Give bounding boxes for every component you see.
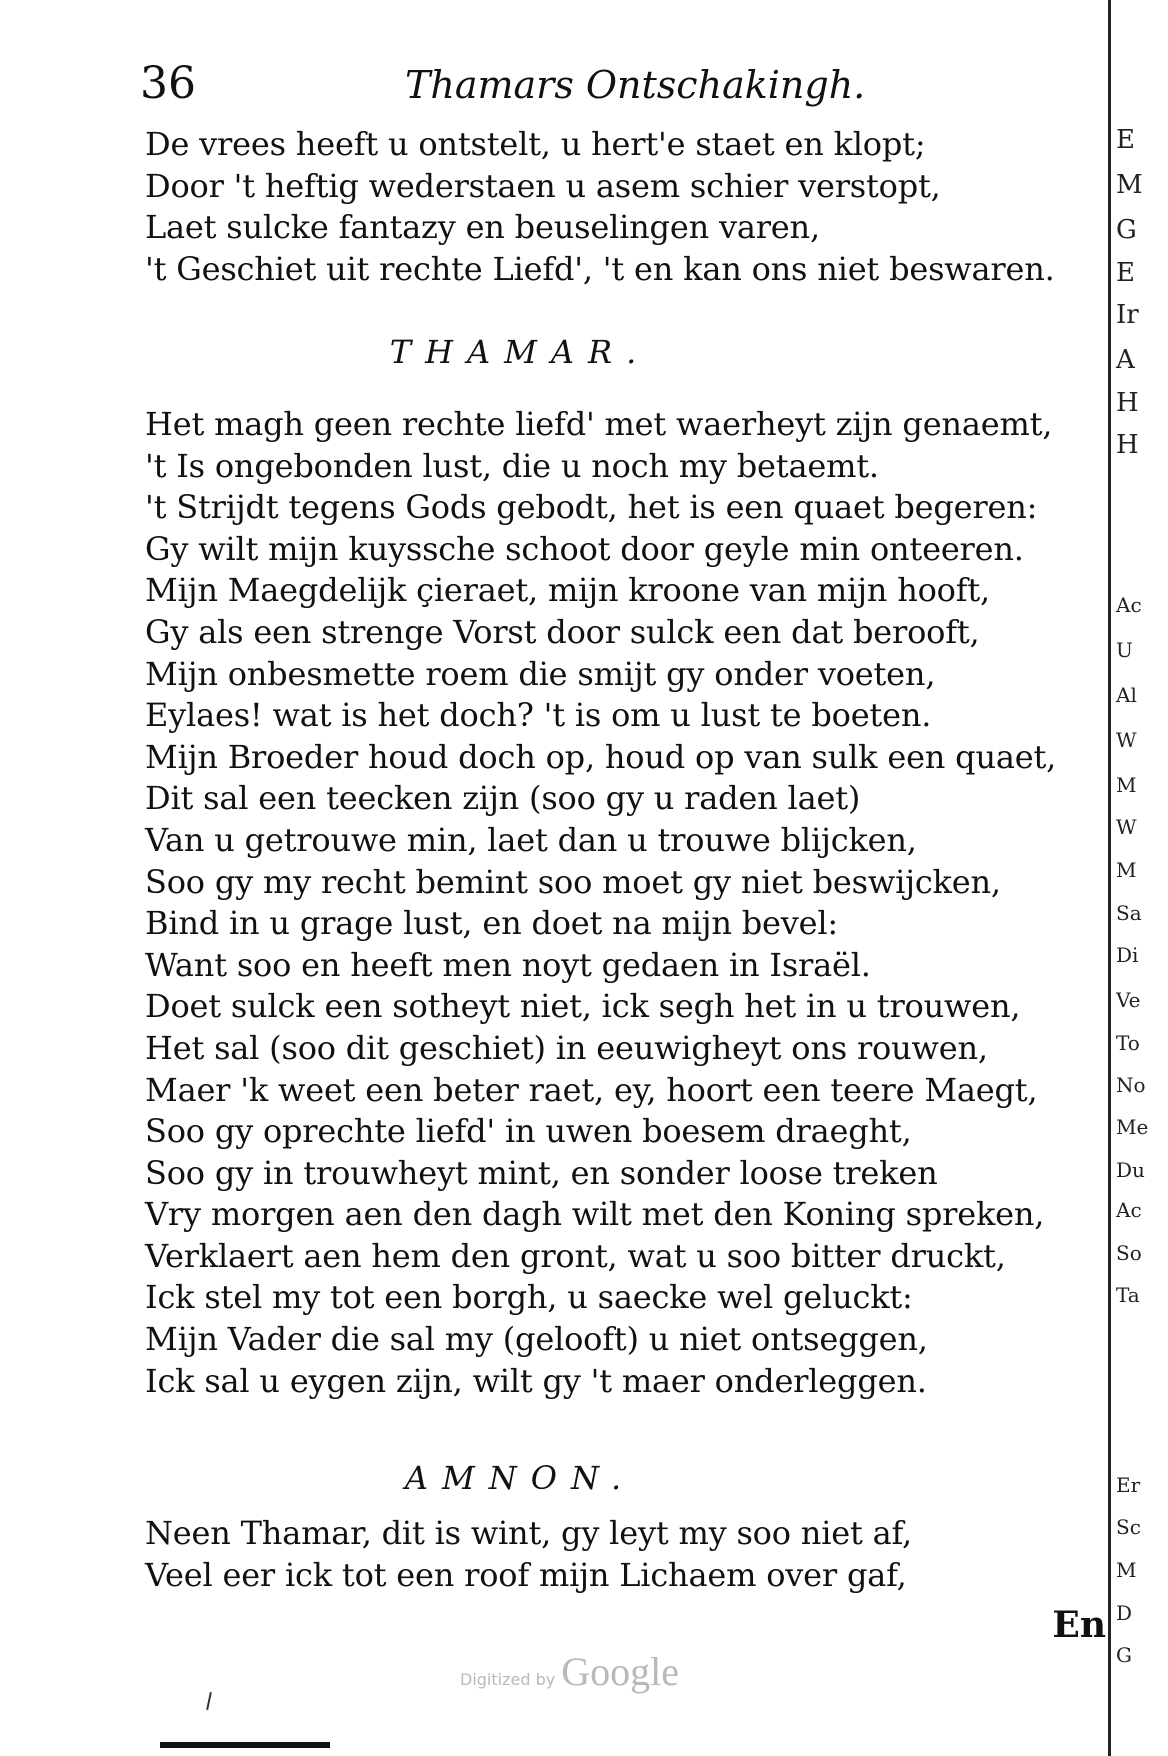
verse-line: Gy als een strenge Vorst door sulck een dat berooft,	[145, 612, 980, 651]
bottom-ink-rule	[160, 1742, 330, 1748]
ink-mark	[206, 1692, 212, 1710]
page-number: 36	[140, 58, 196, 109]
verse-line: Laet sulcke fantazy en beuselingen varen,	[145, 208, 820, 247]
facing-page-fragment: No	[1116, 1073, 1146, 1097]
verse-line: Mijn Maegdelijk çieraet, mijn kroone van mijn hooft,	[145, 571, 991, 610]
facing-page-fragment: Du	[1116, 1158, 1145, 1182]
facing-page-fragment: So	[1116, 1241, 1142, 1265]
verse-line: Soo gy oprechte liefd' in uwen boesem draeght,	[145, 1112, 912, 1151]
speaker-heading-thamar: THAMAR.	[389, 333, 651, 371]
page-gutter-line	[1108, 0, 1111, 1756]
watermark-logo-text: Google	[561, 1649, 679, 1694]
facing-page-edge	[1100, 0, 1168, 1756]
facing-page-fragment: Sa	[1116, 901, 1142, 925]
facing-page-fragment: W	[1116, 728, 1137, 752]
running-title: Thamars Ontschakingh.	[405, 63, 866, 107]
verse-block-1	[145, 124, 1055, 290]
catchword: En	[1052, 1604, 1106, 1646]
facing-page-fragment: H	[1116, 388, 1139, 418]
facing-page-fragment: Di	[1116, 943, 1139, 967]
facing-page-fragment: M	[1116, 773, 1137, 797]
page-header	[140, 58, 1080, 118]
verse-block-2	[145, 404, 1056, 1402]
verse-line: Soo gy in trouwheyt mint, en sonder loose treken	[145, 1153, 938, 1192]
facing-page-fragment: Sc	[1116, 1515, 1141, 1539]
verse-line: Veel eer ick tot een roof mijn Lichaem over gaf,	[145, 1555, 907, 1594]
facing-page-fragment: Me	[1116, 1115, 1149, 1139]
verse-line: 't Strijdt tegens Gods gebodt, het is een quaet begeren:	[145, 488, 1038, 527]
verse-line: Bind in u grage lust, en doet na mijn bevel:	[145, 904, 838, 943]
facing-page-fragment: U	[1116, 638, 1133, 662]
facing-page-fragment: G	[1116, 1643, 1132, 1667]
verse-line: Verklaert aen hem den gront, wat u soo bitter druckt,	[145, 1236, 1006, 1275]
facing-page-fragment: A	[1116, 345, 1135, 375]
verse-line: Gy wilt mijn kuyssche schoot door geyle min onteeren.	[145, 529, 1024, 568]
verse-line: Ick stel my tot een borgh, u saecke wel geluckt:	[145, 1278, 913, 1317]
facing-page-fragment: E	[1116, 258, 1135, 288]
facing-page-fragment: Er	[1116, 1473, 1141, 1497]
verse-line: 't Is ongebonden lust, die u noch my betaemt.	[145, 446, 879, 485]
verse-line: De vrees heeft u ontstelt, u hert'e staet en klopt;	[145, 125, 926, 163]
verse-line: Mijn Vader die sal my (gelooft) u niet ontseggen,	[145, 1320, 928, 1359]
verse-line: Ick sal u eygen zijn, wilt gy 't maer onderleggen.	[145, 1361, 927, 1400]
verse-line: Door 't heftig wederstaen u asem schier verstopt,	[145, 166, 941, 205]
facing-page-fragment: E	[1116, 125, 1135, 155]
facing-page-fragment: W	[1116, 815, 1137, 839]
verse-line: Mijn onbesmette roem die smijt gy onder voeten,	[145, 654, 936, 693]
verse-block-3	[145, 1513, 912, 1596]
verse-line: Het sal (soo dit geschiet) in eeuwigheyt ons rouwen,	[145, 1028, 988, 1067]
verse-line: Eylaes! wat is het doch? 't is om u lust te boeten.	[145, 696, 932, 735]
facing-page-fragment: Ve	[1116, 988, 1141, 1012]
watermark-small-text: Digitized by	[460, 1670, 556, 1689]
verse-line: Dit sal een teecken zijn (soo gy u raden laet)	[145, 779, 861, 818]
digitization-watermark	[460, 1648, 720, 1704]
facing-page-fragment: Al	[1116, 683, 1137, 707]
facing-page-fragment: Ac	[1116, 593, 1142, 617]
verse-line: Het magh geen rechte liefd' met waerheyt zijn genaemt,	[145, 405, 1053, 443]
verse-line: Van u getrouwe min, laet dan u trouwe blijcken,	[145, 820, 917, 859]
facing-page-fragment: Ac	[1116, 1198, 1142, 1222]
facing-page-fragment: H	[1116, 430, 1139, 460]
facing-page-fragment: M	[1116, 1558, 1137, 1582]
verse-line: Doet sulck een sotheyt niet, ick segh het in u trouwen,	[145, 987, 1021, 1026]
verse-line: Soo gy my recht bemint soo moet gy niet beswijcken,	[145, 862, 1001, 901]
facing-page-fragment: Ta	[1116, 1283, 1140, 1307]
verse-line: Vry morgen aen den dagh wilt met den Koning spreken,	[145, 1195, 1045, 1234]
facing-page-fragment: To	[1116, 1031, 1140, 1055]
verse-line: 't Geschiet uit rechte Liefd', 't en kan ons niet beswaren.	[145, 249, 1055, 288]
facing-page-fragment: M	[1116, 858, 1137, 882]
verse-line: Mijn Broeder houd doch op, houd op van sulk een quaet,	[145, 737, 1057, 776]
facing-page-fragment: D	[1116, 1601, 1133, 1625]
speaker-heading-amnon: AMNON.	[404, 1459, 636, 1497]
verse-line: Want soo en heeft men noyt gedaen in Israël.	[145, 945, 871, 984]
verse-line: Maer 'k weet een beter raet, ey, hoort een teere Maegt,	[145, 1070, 1038, 1109]
facing-page-fragment: Ir	[1116, 300, 1139, 330]
facing-page-fragment: G	[1116, 215, 1137, 245]
facing-page-fragment: M	[1116, 170, 1143, 200]
verse-line: Neen Thamar, dit is wint, gy leyt my soo niet af,	[145, 1514, 912, 1552]
